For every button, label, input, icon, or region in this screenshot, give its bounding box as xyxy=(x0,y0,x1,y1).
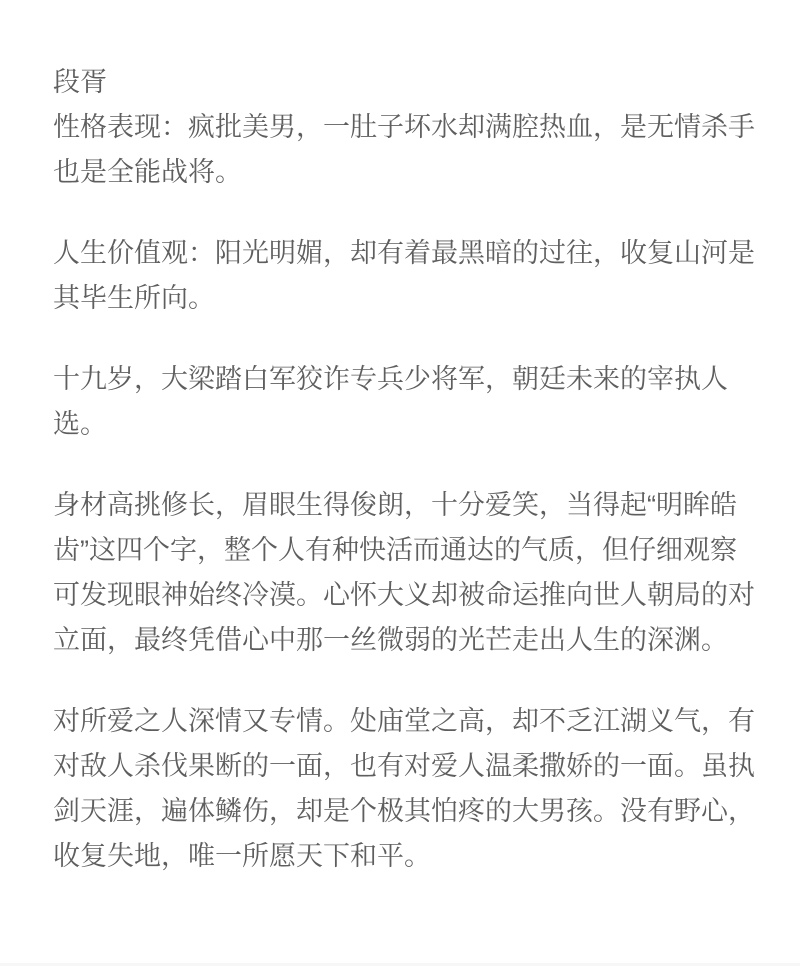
profile-paragraph: 人生价值观：阳光明媚，却有着最黑暗的过往，收复山河是其毕生所向。 xyxy=(53,238,755,313)
profile-paragraph: 身材高挑修长，眉眼生得俊朗，十分爱笑，当得起“明眸皓齿”这四个字，整个人有种快活而通达的气质，但仔细观察可发现眼神始终冷漠。心怀大义却被命运推向世人朝局的对立面，最终凭借心中那一丝微弱的光芒走出人生的深渊。 xyxy=(53,490,755,655)
character-name: 段胥 xyxy=(53,67,107,97)
profile-paragraph: 性格表现：疯批美男，一肚子坏水却满腔热血，是无情杀手也是全能战将。 xyxy=(53,112,755,187)
profile-paragraph: 对所爱之人深情又专情。处庙堂之高，却不乏江湖义气，有对敌人杀伐果断的一面，也有对爱人温柔撒娇的一面。虽执剑天涯，遍体鳞伤，却是个极其怕疼的大男孩。没有野心，收复失地，唯一所愿天下和平。 xyxy=(53,706,755,871)
profile-paragraph: 十九岁，大梁踏白军狡诈专兵少将军，朝廷未来的宰执人选。 xyxy=(53,364,728,439)
profile-paragraphs xyxy=(53,105,755,879)
character-profile xyxy=(53,60,755,879)
